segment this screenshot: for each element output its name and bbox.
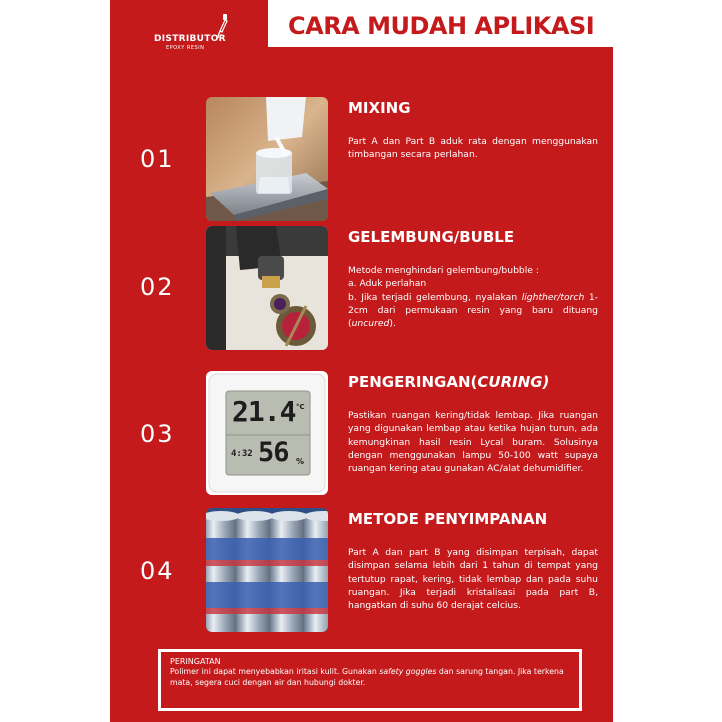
step-body — [348, 264, 598, 331]
time-readout: 4:32 — [231, 449, 253, 459]
page-title: CARA MUDAH APLIKASI — [288, 12, 595, 40]
temp-readout: 21.4 — [232, 395, 296, 428]
thermometer-photo — [206, 371, 328, 495]
step-number: 01 — [140, 145, 175, 173]
humidity-readout: 56 — [258, 437, 289, 468]
step-title: GELEMBUNG/BUBLE — [348, 228, 515, 246]
step-body: Part A dan Part B aduk rata dengan menggunakan timbangan secara perlahan. — [348, 136, 598, 161]
mixing-scale-photo — [206, 97, 328, 221]
step-title: METODE PENYIMPANAN — [348, 510, 548, 528]
temp-unit: °C — [296, 403, 305, 411]
brand-sub: EPOXY RESIN — [166, 45, 205, 51]
warning-title: PERINGATAN — [170, 657, 221, 666]
step-number: 04 — [140, 557, 175, 585]
step-body: Part A dan part B yang disimpan terpisah, dapat disimpan selama lebih dari 1 tahun di tempat yang tertutup rapat, kering, tidak lembap dan pada suhu ruangan. Jika terjadi kristalisasi pada part B, hangatkan di suhu 60 derajat celcius. — [348, 547, 598, 612]
step-intro: Metode menghindari gelembung/bubble : — [348, 265, 539, 276]
warning-box — [158, 649, 582, 711]
step-number: 03 — [140, 420, 175, 448]
step-line-a: a. Aduk perlahan — [348, 278, 427, 290]
brand-logo — [148, 12, 258, 52]
step-title: MIXING — [348, 99, 411, 117]
warning-text: Polimer ini dapat menyebabkan iritasi kulit. Gunakan safety goggles dan sarung tangan. Jika terkena mata, segera cuci dengan air dan hubungi dokter. — [170, 667, 564, 688]
humidity-unit: % — [296, 457, 305, 466]
step-title: PENGERINGAN(CURING) — [348, 373, 550, 391]
storage-cans-photo — [206, 508, 328, 632]
step-number: 02 — [140, 273, 175, 301]
brand-name: DISTRIBUTOR — [154, 34, 226, 44]
torch-bubble-photo — [206, 226, 328, 350]
step-body: Pastikan ruangan kering/tidak lembap. Jika ruangan yang digunakan lembap atau ketika hujan turun, ada kemungkinan hasil resin Lycal buram. Solusinya dengan menggunakan lampu 50-100 watt supaya ruangan kering atau gunakan AC/alat dehumidifier. — [348, 410, 598, 475]
step-line-b: b. Jika terjadi gelembung, nyalakan lighther/torch 1-2cm dari permukaan resin yang baru dituang (uncured). — [348, 291, 598, 330]
